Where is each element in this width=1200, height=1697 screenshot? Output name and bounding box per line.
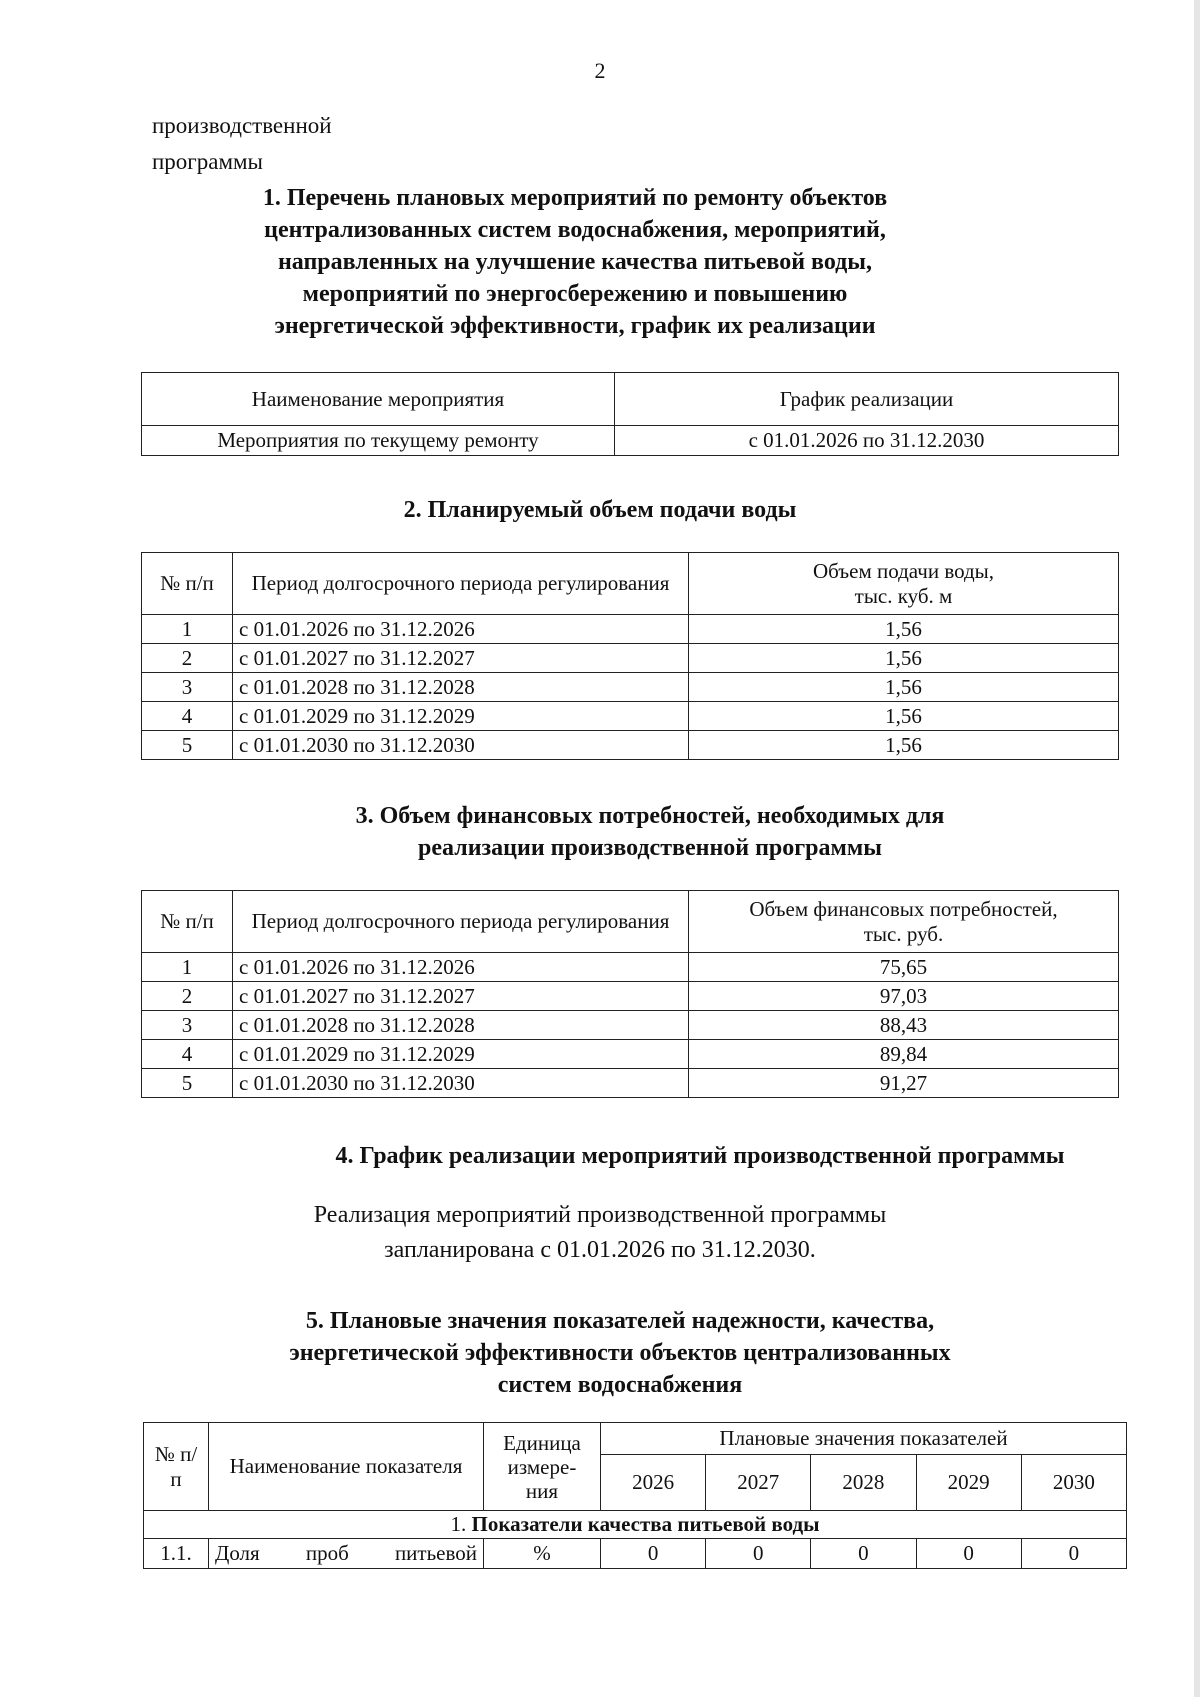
indicator-unit: % bbox=[484, 1539, 601, 1569]
table-row: 1 с 01.01.2026 по 31.12.2026 75,65 bbox=[142, 953, 1119, 982]
activity-schedule: с 01.01.2026 по 31.12.2030 bbox=[615, 426, 1119, 456]
activity-name: Мероприятия по текущему ремонту bbox=[142, 426, 615, 456]
table-row: 3 с 01.01.2028 по 31.12.2028 88,43 bbox=[142, 1011, 1119, 1040]
table-header-row bbox=[144, 1423, 1127, 1455]
section-3-title: 3. Объем финансовых потребностей, необходимых для реализации производственной программы bbox=[355, 803, 945, 861]
col-header-year: 2029 bbox=[916, 1455, 1021, 1511]
group-number: 1. bbox=[450, 1512, 467, 1536]
indicator-name: Доля проб питьевой bbox=[209, 1539, 484, 1569]
col-header-volume: Объем подачи воды, тыс. куб. м bbox=[689, 553, 1119, 615]
table-row: 1 с 01.01.2026 по 31.12.2026 1,56 bbox=[142, 615, 1119, 644]
activities-table bbox=[141, 372, 1119, 456]
col-header-period: Период долгосрочного периода регулирования bbox=[233, 553, 689, 615]
group-label: Показатели качества питьевой воды bbox=[471, 1512, 820, 1536]
col-header-year: 2030 bbox=[1021, 1455, 1126, 1511]
section-2-title: 2. Планируемый объем подачи воды bbox=[403, 497, 797, 523]
col-header-year: 2028 bbox=[811, 1455, 916, 1511]
col-header-year: 2027 bbox=[706, 1455, 811, 1511]
section-1-title: 1. Перечень плановых мероприятий по ремонту объектов централизованных систем водоснабжения, мероприятий, направленных на улучшение качества питьевой воды, мероприятий по энергосбережению и повышению энергетической эффективности, график их реализации bbox=[262, 185, 888, 339]
col-header-unit: Единица измере- ния bbox=[484, 1423, 601, 1511]
table-header-row bbox=[142, 891, 1119, 953]
financial-needs-table bbox=[141, 890, 1119, 1098]
continued-text bbox=[152, 108, 332, 180]
col-header-schedule: График реализации bbox=[615, 373, 1119, 426]
continued-text-line: производственной bbox=[152, 113, 332, 138]
table-row: 5 с 01.01.2030 по 31.12.2030 1,56 bbox=[142, 731, 1119, 760]
col-header-period: Период долгосрочного периода регулирования bbox=[233, 891, 689, 953]
table-row bbox=[142, 426, 1119, 456]
table-row: 5 с 01.01.2030 по 31.12.2030 91,27 bbox=[142, 1069, 1119, 1098]
section-5-title: 5. Плановые значения показателей надежности, качества, энергетической эффективности объектов централизованных систем водоснабжения bbox=[289, 1308, 951, 1398]
col-header-finance: Объем финансовых потребностей, тыс. руб. bbox=[689, 891, 1119, 953]
table-row: 1.1. Доля проб питьевой % 0 0 0 0 0 bbox=[144, 1539, 1127, 1569]
page-number: 2 bbox=[594, 58, 606, 83]
col-header-num: № п/п bbox=[142, 891, 233, 953]
continued-text-line: программы bbox=[152, 149, 264, 174]
table-header-row bbox=[142, 553, 1119, 615]
section-4-text: Реализация мероприятий производственной программы запланирована с 01.01.2026 по 31.12.2030. bbox=[313, 1202, 887, 1263]
table-row: 2 с 01.01.2027 по 31.12.2027 97,03 bbox=[142, 982, 1119, 1011]
table-header-row bbox=[142, 373, 1119, 426]
table-row: 4 с 01.01.2029 по 31.12.2029 1,56 bbox=[142, 702, 1119, 731]
col-header-indicator: Наименование показателя bbox=[209, 1423, 484, 1511]
section-4-title: 4. График реализации мероприятий производственной программы bbox=[335, 1143, 1065, 1169]
indicators-table bbox=[143, 1422, 1127, 1569]
col-header-planned-values: Плановые значения показателей bbox=[601, 1423, 1127, 1455]
scan-edge bbox=[1194, 0, 1200, 1697]
table-row: 3 с 01.01.2028 по 31.12.2028 1,56 bbox=[142, 673, 1119, 702]
col-header-year: 2026 bbox=[601, 1455, 706, 1511]
table-row: 2 с 01.01.2027 по 31.12.2027 1,56 bbox=[142, 644, 1119, 673]
table-group-row bbox=[144, 1511, 1127, 1539]
col-header-activity: Наименование мероприятия bbox=[142, 373, 615, 426]
water-supply-table bbox=[141, 552, 1119, 760]
col-header-num: № п/п bbox=[142, 553, 233, 615]
col-header-num: № п/п bbox=[144, 1423, 209, 1511]
table-row: 4 с 01.01.2029 по 31.12.2029 89,84 bbox=[142, 1040, 1119, 1069]
